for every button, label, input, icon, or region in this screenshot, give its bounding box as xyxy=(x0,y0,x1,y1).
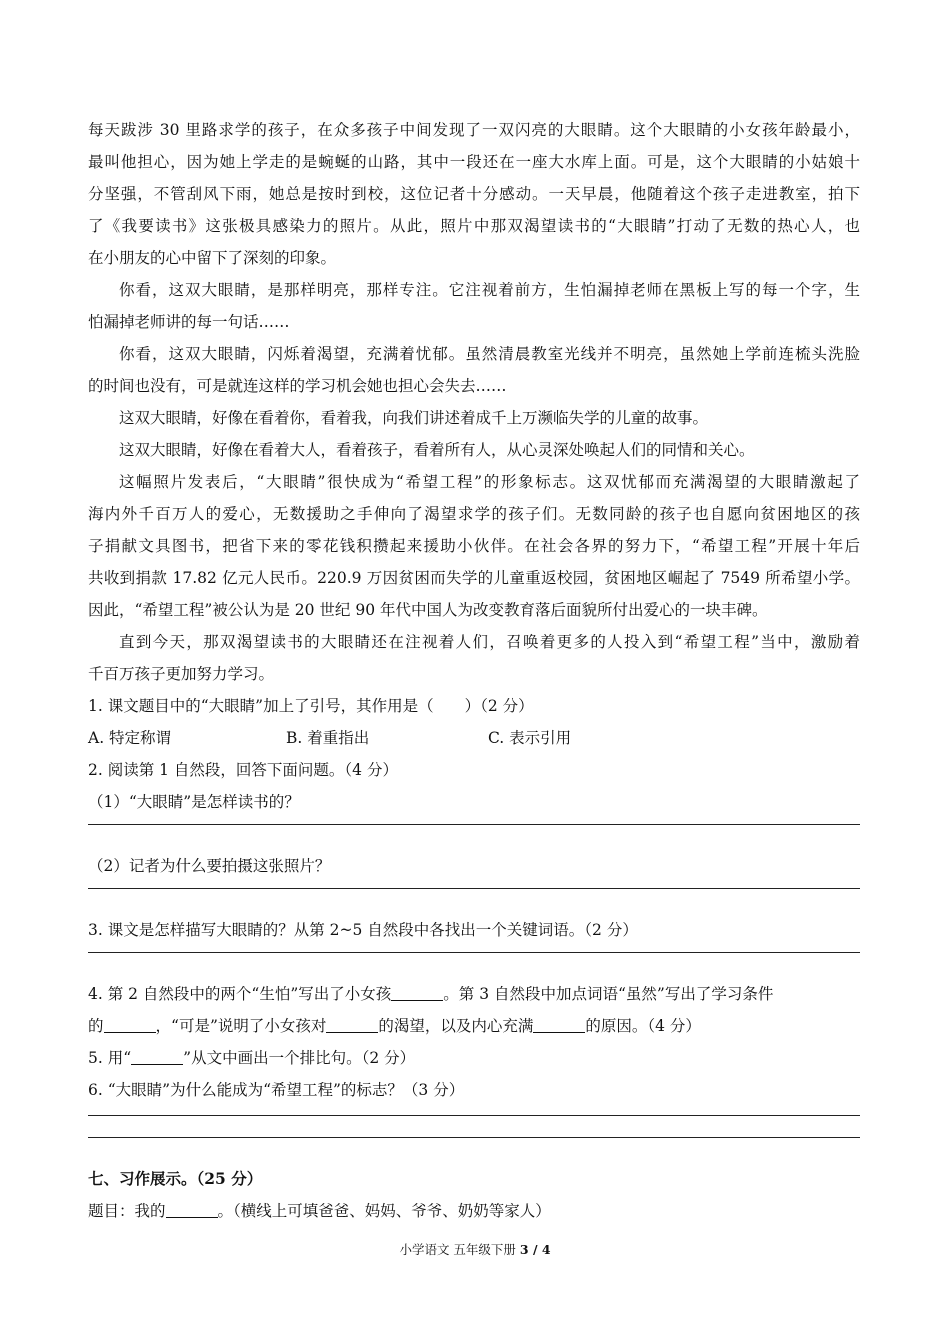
fill-blank[interactable] xyxy=(166,1202,218,1218)
option-b[interactable]: B. 着重指出 xyxy=(286,729,370,747)
paragraph-2 xyxy=(88,274,860,338)
question-1-options xyxy=(88,722,860,754)
answer-line[interactable] xyxy=(88,1114,860,1116)
text-line: 在小朋友的心中留下了深刻的印象。 xyxy=(88,249,337,267)
page-number: 3 / 4 xyxy=(519,1242,551,1257)
exam-page xyxy=(88,114,860,1227)
text-line: 直到今天，那双渴望读书的大眼睛还在注视着人们，召唤着更多的人投入到“希望工程”当中，激励着 xyxy=(119,633,860,651)
question-5-text: ”从文中画出一个排比句。（2 分） xyxy=(183,1049,416,1067)
paragraph-5: 这双大眼睛，好像在看着大人，看着孩子，看着所有人，从心灵深处唤起人们的同情和关心。 xyxy=(119,441,755,459)
answer-line[interactable] xyxy=(88,951,860,953)
question-4-text: ，“可是”说明了小女孩对 xyxy=(155,1017,327,1035)
answer-line[interactable] xyxy=(88,1136,860,1138)
paragraph-3 xyxy=(88,338,860,402)
prompt-text: 题目：我的 xyxy=(88,1202,166,1220)
question-5 xyxy=(88,1042,860,1074)
option-c[interactable]: C. 表示引用 xyxy=(488,729,572,747)
question-2: 2. 阅读第 1 自然段，回答下面问题。（4 分） xyxy=(88,761,398,779)
paragraph-6 xyxy=(88,466,860,626)
paragraph-1 xyxy=(88,114,860,274)
fill-blank[interactable] xyxy=(131,1049,183,1065)
text-line: 这幅照片发表后，“大眼睛”很快成为“希望工程”的形象标志。这双忧郁而充满渴望的大眼睛激起了 xyxy=(119,473,860,491)
question-4-text: 4. 第 2 自然段中的两个“生怕”写出了小女孩 xyxy=(88,985,392,1003)
question-2-2: （2）记者为什么要拍摄这张照片？ xyxy=(88,857,331,875)
question-3: 3. 课文是怎样描写大眼睛的？从第 2~5 自然段中各找出一个关键词语。（2 分） xyxy=(88,921,638,939)
fill-blank[interactable] xyxy=(326,1017,378,1033)
option-a[interactable]: A. 特定称谓 xyxy=(88,729,172,747)
question-6: 6. “大眼睛”为什么能成为“希望工程”的标志？（3 分） xyxy=(88,1081,465,1099)
text-line: 的时间也没有，可是就连这样的学习机会她也担心会失去…… xyxy=(88,377,507,395)
question-4-line-1 xyxy=(88,978,860,1010)
question-4-text: 的渴望，以及内心充满 xyxy=(378,1017,534,1035)
fill-blank[interactable] xyxy=(104,1017,156,1033)
text-line: 海内外千百万人的爱心，无数援助之手伸向了渴望求学的孩子们。无数同龄的孩子也自愿向贫困地区的孩 xyxy=(88,505,860,523)
text-line: 因此，“希望工程”被公认为是 20 世纪 90 年代中国人为改变教育落后面貌所付出爱心的一块丰碑。 xyxy=(88,601,768,619)
prompt-text: 。（横线上可填爸爸、妈妈、爷爷、奶奶等家人） xyxy=(217,1202,551,1220)
fill-blank[interactable] xyxy=(533,1017,585,1033)
text-line: 你看，这双大眼睛，闪烁着渴望，充满着忧郁。虽然清晨教室光线并不明亮，虽然她上学前连梳头洗脸 xyxy=(119,345,860,363)
text-line: 怕漏掉老师讲的每一句话…… xyxy=(88,313,290,331)
question-4-line-2 xyxy=(88,1010,860,1042)
paragraph-4: 这双大眼睛，好像在看着你，看着我，向我们讲述着成千上万濒临失学的儿童的故事。 xyxy=(119,409,709,427)
fill-blank[interactable] xyxy=(391,985,443,1001)
question-1: 1. 课文题目中的“大眼睛”加上了引号，其作用是（ ）（2 分） xyxy=(88,697,534,715)
question-2-1: （1）“大眼睛”是怎样读书的？ xyxy=(88,793,300,811)
footer-subject: 小学语文 五年级下册 xyxy=(399,1242,520,1257)
question-4-text: 的原因。（4 分） xyxy=(585,1017,701,1035)
text-line: 了《我要读书》这张极具感染力的照片。从此，照片中那双渴望读书的“大眼睛”打动了无数的热心人，也 xyxy=(88,217,860,235)
text-line: 千百万孩子更加努力学习。 xyxy=(88,665,275,683)
page-footer xyxy=(0,1240,950,1258)
text-line: 最叫他担心，因为她上学走的是蜿蜒的山路，其中一段还在一座大水库上面。可是，这个大眼睛的小姑娘十 xyxy=(88,153,860,171)
question-5-text: 5. 用“ xyxy=(88,1049,132,1067)
text-line: 共收到捐款 17.82 亿元人民币。220.9 万因贫困而失学的儿童重返校园，贫困地区崛起了 7549 所希望小学。 xyxy=(88,569,860,587)
question-4-text: 的 xyxy=(88,1017,104,1035)
answer-line[interactable] xyxy=(88,887,860,889)
text-line: 子捐献文具图书，把省下来的零花钱积攒起来援助小伙伴。在社会各界的努力下，“希望工程”开展十年后 xyxy=(88,537,860,555)
section-7-title: 七、习作展示。（25 分） xyxy=(88,1169,263,1188)
text-line: 分坚强，不管刮风下雨，她总是按时到校，这位记者十分感动。一天早晨，他随着这个孩子走进教室，拍下 xyxy=(88,185,860,203)
text-line: 每天跋涉 30 里路求学的孩子，在众多孩子中间发现了一双闪亮的大眼睛。这个大眼睛的小女孩年龄最小， xyxy=(88,121,860,139)
section-7-prompt xyxy=(88,1195,860,1227)
text-line: 你看，这双大眼睛，是那样明亮，那样专注。它注视着前方，生怕漏掉老师在黑板上写的每一个字，生 xyxy=(119,281,860,299)
paragraph-7 xyxy=(88,626,860,690)
answer-line[interactable] xyxy=(88,823,860,825)
question-4-text: 。第 3 自然段中加点词语“虽然”写出了学习条件 xyxy=(443,985,774,1003)
